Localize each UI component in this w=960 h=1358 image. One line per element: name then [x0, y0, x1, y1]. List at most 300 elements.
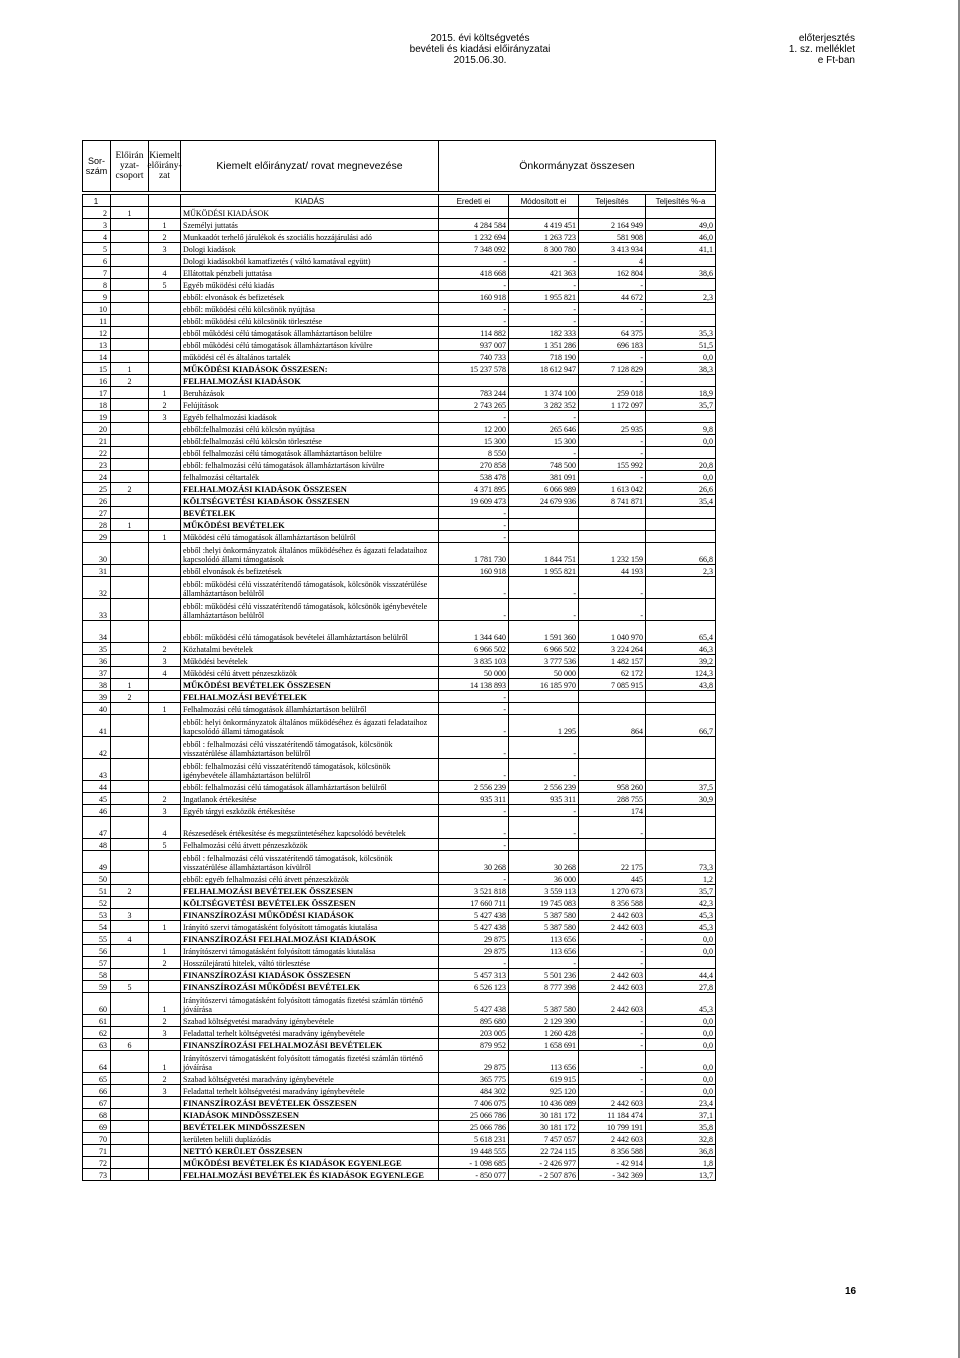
- modified-budget: -: [509, 411, 579, 423]
- original-budget: -: [439, 691, 509, 703]
- group-number: [111, 793, 149, 805]
- actual: 3 413 934: [579, 243, 646, 255]
- group-number: [111, 387, 149, 399]
- actual-percent: [646, 817, 716, 839]
- group-number: [111, 1051, 149, 1073]
- row-number: 5: [83, 243, 111, 255]
- original-budget: 160 918: [439, 291, 509, 303]
- group-number: [111, 459, 149, 471]
- item-number: [149, 471, 181, 483]
- actual-percent: 45,3: [646, 921, 716, 933]
- page-number: 16: [845, 1286, 857, 1297]
- actual: -: [579, 957, 646, 969]
- group-number: [111, 471, 149, 483]
- actual: -: [579, 351, 646, 363]
- actual: [579, 531, 646, 543]
- actual: 1 232 159: [579, 543, 646, 565]
- row-description: KÖLTSÉGVETÉSI BEVÉTELEK ÖSSZESEN: [181, 897, 439, 909]
- table-row: [83, 621, 716, 643]
- row-number: 58: [83, 969, 111, 981]
- actual-percent: [646, 805, 716, 817]
- actual-percent: 35,3: [646, 327, 716, 339]
- actual-percent: [646, 375, 716, 387]
- original-budget: -: [439, 507, 509, 519]
- original-budget: -: [439, 303, 509, 315]
- item-number: [149, 435, 181, 447]
- actual-percent: [646, 737, 716, 759]
- actual-percent: 49,0: [646, 219, 716, 231]
- row-number: 65: [83, 1073, 111, 1085]
- original-budget: Eredeti ei: [439, 195, 509, 207]
- table-row: [83, 207, 716, 219]
- item-number: 3: [149, 805, 181, 817]
- modified-budget: 748 500: [509, 459, 579, 471]
- item-number: 2: [149, 1015, 181, 1027]
- row-number: 17: [83, 387, 111, 399]
- modified-budget: -: [509, 303, 579, 315]
- table-row: [83, 1051, 716, 1073]
- row-number: 7: [83, 267, 111, 279]
- table-row: [83, 781, 716, 793]
- group-number: 1: [111, 207, 149, 219]
- actual: -: [579, 279, 646, 291]
- table-row: [83, 339, 716, 351]
- row-number: 27: [83, 507, 111, 519]
- actual: 2 442 603: [579, 993, 646, 1015]
- modified-budget: [509, 375, 579, 387]
- modified-budget: 22 724 115: [509, 1145, 579, 1157]
- table-row: [83, 703, 716, 715]
- table-row: [83, 1121, 716, 1133]
- modified-budget: 935 311: [509, 793, 579, 805]
- group-number: [111, 957, 149, 969]
- table-row: [83, 805, 716, 817]
- group-number: [111, 279, 149, 291]
- table-row: [83, 679, 716, 691]
- item-number: [149, 543, 181, 565]
- table-row: [83, 375, 716, 387]
- modified-budget: 8 777 398: [509, 981, 579, 993]
- actual: 4: [579, 255, 646, 267]
- actual: -: [579, 1027, 646, 1039]
- group-number: [111, 577, 149, 599]
- item-number: [149, 315, 181, 327]
- modified-budget: 1 955 821: [509, 291, 579, 303]
- row-description: ebből: működési célú kölcsönök törlesztése: [181, 315, 439, 327]
- item-number: [149, 1133, 181, 1145]
- modified-budget: 1 295: [509, 715, 579, 737]
- actual-percent: 20,8: [646, 459, 716, 471]
- actual: -: [579, 1039, 646, 1051]
- group-number: [111, 737, 149, 759]
- modified-budget: 925 120: [509, 1085, 579, 1097]
- original-budget: -: [439, 255, 509, 267]
- row-description: működési cél és általános tartalék: [181, 351, 439, 363]
- group-number: [111, 565, 149, 577]
- table-row: [83, 933, 716, 945]
- table-row: [83, 363, 716, 375]
- actual: -: [579, 471, 646, 483]
- modified-budget: -: [509, 255, 579, 267]
- actual-percent: 0,0: [646, 351, 716, 363]
- actual-percent: 23,4: [646, 1097, 716, 1109]
- group-number: [111, 897, 149, 909]
- original-budget: 935 311: [439, 793, 509, 805]
- row-number: 51: [83, 885, 111, 897]
- original-budget: 8 550: [439, 447, 509, 459]
- row-number: 54: [83, 921, 111, 933]
- item-number: 2: [149, 643, 181, 655]
- table-row: [83, 1133, 716, 1145]
- actual-percent: 37,5: [646, 781, 716, 793]
- table-row: [83, 1015, 716, 1027]
- group-number: [111, 435, 149, 447]
- group-number: [111, 781, 149, 793]
- actual: 1 172 097: [579, 399, 646, 411]
- item-number: 1: [149, 531, 181, 543]
- item-number: [149, 1145, 181, 1157]
- item-number: [149, 691, 181, 703]
- table-row: [83, 691, 716, 703]
- group-number: [111, 969, 149, 981]
- original-budget: 29 875: [439, 1051, 509, 1073]
- actual-percent: 36,8: [646, 1145, 716, 1157]
- actual-percent: [646, 507, 716, 519]
- group-number: [111, 447, 149, 459]
- row-number: 26: [83, 495, 111, 507]
- row-description: FELHALMOZÁSI BEVÉTELEK ÉS KIADÁSOK EGYENLEGE: [181, 1169, 439, 1181]
- row-description: FINANSZÍROZÁSI MŰKÖDÉSI KIADÁSOK: [181, 909, 439, 921]
- original-budget: -: [439, 599, 509, 621]
- modified-budget: [509, 703, 579, 715]
- item-number: [149, 873, 181, 885]
- row-description: Működési bevételek: [181, 655, 439, 667]
- group-number: [111, 303, 149, 315]
- group-number: [111, 1073, 149, 1085]
- table-row: [83, 667, 716, 679]
- actual: 1 270 673: [579, 885, 646, 897]
- actual-percent: 9,8: [646, 423, 716, 435]
- original-budget: -: [439, 279, 509, 291]
- row-number: 30: [83, 543, 111, 565]
- actual: Teljesítés: [579, 195, 646, 207]
- row-description: Irányítószervi támogatásként folyósított támogatás kiutalása: [181, 945, 439, 957]
- actual: [579, 703, 646, 715]
- original-budget: -: [439, 715, 509, 737]
- row-number: 37: [83, 667, 111, 679]
- row-description: FELHALMOZÁSI BEVÉTELEK: [181, 691, 439, 703]
- modified-budget: -: [509, 279, 579, 291]
- row-number: 11: [83, 315, 111, 327]
- row-description: BEVÉTELEK: [181, 507, 439, 519]
- group-number: [111, 993, 149, 1015]
- original-budget: 7 348 092: [439, 243, 509, 255]
- group-number: [111, 1145, 149, 1157]
- actual-percent: 39,2: [646, 655, 716, 667]
- row-description: ebből működési célú támogatások államháztartáson kívülre: [181, 339, 439, 351]
- document-header: [360, 33, 600, 66]
- row-description: MŰKÖDÉSI BEVÉTELEK ÖSSZESEN: [181, 679, 439, 691]
- modified-budget: 113 656: [509, 945, 579, 957]
- row-description: Feladattal terhelt költségvetési maradvány igénybevétele: [181, 1085, 439, 1097]
- row-number: 63: [83, 1039, 111, 1051]
- original-budget: 1 781 730: [439, 543, 509, 565]
- actual-percent: 32,8: [646, 1133, 716, 1145]
- modified-budget: 1 591 360: [509, 621, 579, 643]
- actual: -: [579, 1015, 646, 1027]
- row-number: 20: [83, 423, 111, 435]
- original-budget: 3 835 103: [439, 655, 509, 667]
- table-row: [83, 921, 716, 933]
- table-row: [83, 1097, 716, 1109]
- row-number: 8: [83, 279, 111, 291]
- actual: -: [579, 1073, 646, 1085]
- original-budget: 15 300: [439, 435, 509, 447]
- item-number: 2: [149, 1073, 181, 1085]
- group-number: [111, 599, 149, 621]
- actual: 162 804: [579, 267, 646, 279]
- actual: -: [579, 303, 646, 315]
- row-description: BEVÉTELEK MINDÖSSZESEN: [181, 1121, 439, 1133]
- table-row: [83, 279, 716, 291]
- actual-percent: [646, 255, 716, 267]
- row-description: Ellátottak pénzbeli juttatása: [181, 267, 439, 279]
- item-number: [149, 1121, 181, 1133]
- item-number: [149, 737, 181, 759]
- actual-percent: [646, 691, 716, 703]
- actual: -: [579, 1051, 646, 1073]
- item-number: [149, 519, 181, 531]
- modified-budget: -: [509, 759, 579, 781]
- actual: 2 442 603: [579, 981, 646, 993]
- modified-budget: 5 501 236: [509, 969, 579, 981]
- actual-percent: 30,9: [646, 793, 716, 805]
- actual: [579, 839, 646, 851]
- item-number: [149, 1157, 181, 1169]
- group-number: [111, 495, 149, 507]
- actual: 1 040 970: [579, 621, 646, 643]
- row-number: 69: [83, 1121, 111, 1133]
- row-description: felhalmozási céltartalék: [181, 471, 439, 483]
- row-description: ebből: egyéb felhalmozási célú átvett pénzeszközök: [181, 873, 439, 885]
- actual: 10 799 191: [579, 1121, 646, 1133]
- actual: -: [579, 933, 646, 945]
- row-description: MŰKÖDÉSI KIADÁSOK ÖSSZESEN:: [181, 363, 439, 375]
- actual: -: [579, 599, 646, 621]
- modified-budget: -: [509, 447, 579, 459]
- row-number: 73: [83, 1169, 111, 1181]
- group-number: [111, 1121, 149, 1133]
- item-number: [149, 255, 181, 267]
- actual: [579, 519, 646, 531]
- original-budget: 4 371 895: [439, 483, 509, 495]
- modified-budget: [509, 691, 579, 703]
- table-row: [83, 219, 716, 231]
- table-row: [83, 255, 716, 267]
- row-number: 19: [83, 411, 111, 423]
- table-row: [83, 969, 716, 981]
- row-description: Felhalmozási célú támogatások államháztartáson belülről: [181, 703, 439, 715]
- table-row: [83, 655, 716, 667]
- row-description: Dologi kiadások: [181, 243, 439, 255]
- group-number: 2: [111, 885, 149, 897]
- item-number: [149, 621, 181, 643]
- row-description: FINANSZÍROZÁSI MŰKÖDÉSI BEVÉTELEK: [181, 981, 439, 993]
- original-budget: - 850 077: [439, 1169, 509, 1181]
- row-number: 39: [83, 691, 111, 703]
- original-budget: 1 232 694: [439, 231, 509, 243]
- row-number: 10: [83, 303, 111, 315]
- modified-budget: [509, 519, 579, 531]
- actual-percent: 26,6: [646, 483, 716, 495]
- budget-table: [82, 194, 716, 1181]
- table-row: [83, 267, 716, 279]
- original-budget: 5 457 313: [439, 969, 509, 981]
- actual-percent: 0,0: [646, 1039, 716, 1051]
- original-budget: -: [439, 577, 509, 599]
- row-number: 4: [83, 231, 111, 243]
- row-number: 50: [83, 873, 111, 885]
- group-number: [111, 621, 149, 643]
- row-number: 28: [83, 519, 111, 531]
- row-description: KIADÁSOK MINDÖSSZESEN: [181, 1109, 439, 1121]
- actual: 174: [579, 805, 646, 817]
- actual-percent: 66,8: [646, 543, 716, 565]
- actual-percent: 35,8: [646, 1121, 716, 1133]
- actual: [579, 759, 646, 781]
- table-row: [83, 399, 716, 411]
- table-row: [83, 599, 716, 621]
- group-number: [111, 315, 149, 327]
- actual: [579, 691, 646, 703]
- actual-percent: 51,5: [646, 339, 716, 351]
- group-number: [111, 543, 149, 565]
- actual-percent: 2,3: [646, 565, 716, 577]
- table-row: [83, 531, 716, 543]
- original-budget: 5 427 438: [439, 909, 509, 921]
- row-description: ebből : felhalmozási célú visszatérítendő támogatások, kölcsönök visszatérülése államháztartáson belülről: [181, 737, 439, 759]
- modified-budget: -: [509, 737, 579, 759]
- row-description: Közhatalmi bevételek: [181, 643, 439, 655]
- row-description: FELHALMOZÁSI KIADÁSOK ÖSSZESEN: [181, 483, 439, 495]
- original-budget: 50 000: [439, 667, 509, 679]
- row-number: 72: [83, 1157, 111, 1169]
- modified-budget: 1 260 428: [509, 1027, 579, 1039]
- original-budget: 5 618 231: [439, 1133, 509, 1145]
- row-number: 15: [83, 363, 111, 375]
- item-number: 1: [149, 219, 181, 231]
- modified-budget: 16 185 970: [509, 679, 579, 691]
- group-number: [111, 667, 149, 679]
- item-number: [149, 495, 181, 507]
- original-budget: 6 966 502: [439, 643, 509, 655]
- group-number: 1: [111, 679, 149, 691]
- original-budget: -: [439, 519, 509, 531]
- row-description: Irányító szervi támogatásként folyósított támogatás kiutalása: [181, 921, 439, 933]
- group-number: [111, 1015, 149, 1027]
- modified-budget: Módosított ei: [509, 195, 579, 207]
- row-number: 32: [83, 577, 111, 599]
- col-megnevezes: Kiemelt előirányzat/ rovat megnevezése: [181, 141, 439, 191]
- group-number: 2: [111, 375, 149, 387]
- group-number: [111, 531, 149, 543]
- item-number: [149, 423, 181, 435]
- actual-percent: 44,4: [646, 969, 716, 981]
- actual-percent: 0,0: [646, 1073, 716, 1085]
- row-number: 45: [83, 793, 111, 805]
- row-description: FINANSZÍROZÁSI BEVÉTELEK ÖSSZESEN: [181, 1097, 439, 1109]
- modified-budget: 7 457 057: [509, 1133, 579, 1145]
- group-number: [111, 759, 149, 781]
- row-description: ebből felhalmozási célú támogatások államháztartáson belülre: [181, 447, 439, 459]
- table-row: [83, 1157, 716, 1169]
- group-number: [111, 1169, 149, 1181]
- table-row: [83, 643, 716, 655]
- row-number: 35: [83, 643, 111, 655]
- actual: [579, 411, 646, 423]
- row-description: ebből működési célú támogatások államháztartáson belülre: [181, 327, 439, 339]
- modified-budget: 113 656: [509, 933, 579, 945]
- row-number: 31: [83, 565, 111, 577]
- item-number: [149, 759, 181, 781]
- actual-percent: 38,6: [646, 267, 716, 279]
- actual: 44 672: [579, 291, 646, 303]
- original-budget: [439, 375, 509, 387]
- actual: -: [579, 447, 646, 459]
- actual-percent: [646, 599, 716, 621]
- modified-budget: 24 679 936: [509, 495, 579, 507]
- modified-budget: 6 966 502: [509, 643, 579, 655]
- item-number: 5: [149, 839, 181, 851]
- modified-budget: 10 436 089: [509, 1097, 579, 1109]
- row-description: Egyéb működési célú kiadás: [181, 279, 439, 291]
- row-number: 40: [83, 703, 111, 715]
- actual-percent: 66,7: [646, 715, 716, 737]
- group-number: [111, 351, 149, 363]
- modified-budget: 2 556 239: [509, 781, 579, 793]
- original-budget: 783 244: [439, 387, 509, 399]
- item-number: [149, 459, 181, 471]
- actual: 696 183: [579, 339, 646, 351]
- actual: [579, 507, 646, 519]
- actual-percent: [646, 279, 716, 291]
- item-number: 1: [149, 921, 181, 933]
- item-number: [149, 781, 181, 793]
- table-row: [83, 447, 716, 459]
- item-number: [149, 897, 181, 909]
- table-row: [83, 565, 716, 577]
- actual-percent: 2,3: [646, 291, 716, 303]
- table-row: [83, 303, 716, 315]
- item-number: [149, 715, 181, 737]
- group-number: [111, 1157, 149, 1169]
- item-number: [149, 577, 181, 599]
- original-budget: -: [439, 737, 509, 759]
- actual-percent: [646, 519, 716, 531]
- table-row: [83, 459, 716, 471]
- actual-percent: 0,0: [646, 1085, 716, 1097]
- group-number: [111, 873, 149, 885]
- row-number: 22: [83, 447, 111, 459]
- actual-percent: [646, 703, 716, 715]
- original-budget: 15 237 578: [439, 363, 509, 375]
- row-number: 60: [83, 993, 111, 1015]
- group-number: [111, 1085, 149, 1097]
- modified-budget: -: [509, 577, 579, 599]
- actual-percent: [646, 303, 716, 315]
- item-number: [149, 969, 181, 981]
- table-row: [83, 909, 716, 921]
